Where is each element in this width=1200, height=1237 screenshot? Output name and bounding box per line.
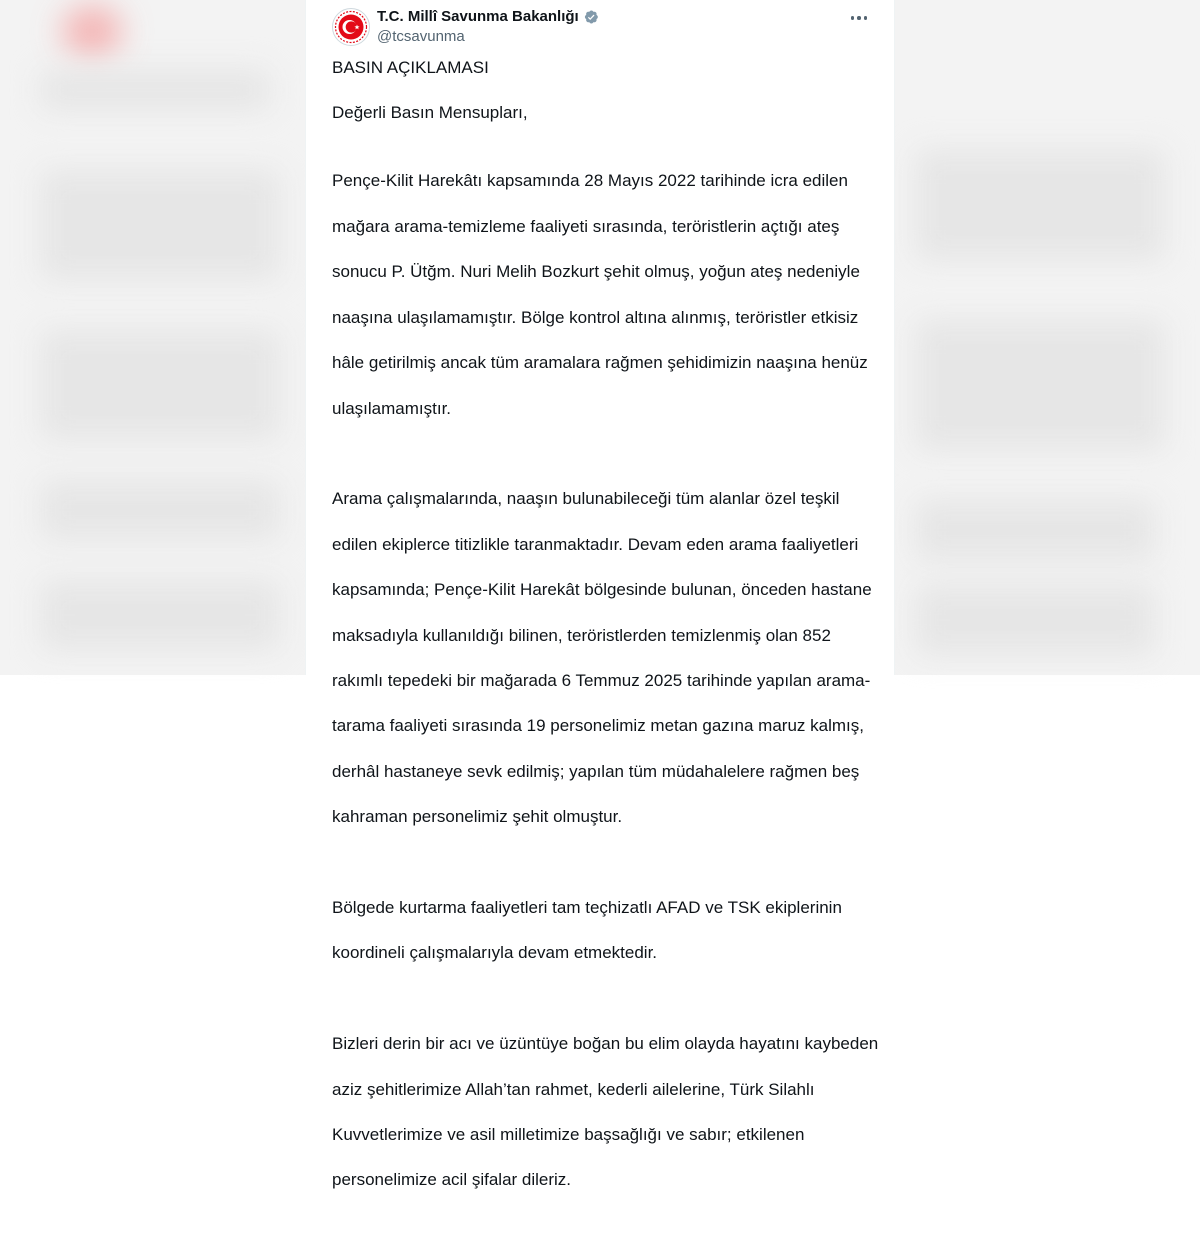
blurred-shape bbox=[40, 480, 280, 540]
tweet-title: BASIN AÇIKLAMASI bbox=[332, 58, 489, 77]
tweet-paragraph-3 bbox=[332, 874, 872, 988]
blurred-shape bbox=[915, 320, 1165, 450]
tweet-paragraph-4 bbox=[332, 1010, 879, 1214]
tweet-greeting: Değerli Basın Mensupları, bbox=[332, 103, 528, 123]
author-name[interactable]: T.C. Millî Savunma Bakanlığı bbox=[377, 8, 579, 25]
blurred-shape bbox=[40, 330, 280, 440]
blurred-background-left bbox=[0, 0, 305, 675]
tweet-card bbox=[305, 0, 895, 1190]
text-line: koordineli çalışmalarıyla devam etmektedir. bbox=[332, 943, 658, 963]
tweet-paragraph-2 bbox=[332, 466, 872, 852]
text-line: ulaşılamamıştır. bbox=[332, 398, 452, 418]
more-options-icon[interactable] bbox=[846, 8, 872, 28]
text-line: aziz şehitlerimize Allah’tan rahmet, kederli ailelerine, Türk Silahlı bbox=[332, 1079, 815, 1099]
text-line: mağara arama-temizleme faaliyeti sırasında, teröristlerin açtığı ateş bbox=[332, 216, 840, 236]
more-dot bbox=[857, 16, 861, 20]
text-line: maksadıyla kullanıldığı bilinen, teröristlerden temizlenmiş olan 852 bbox=[332, 625, 831, 645]
text-line: Pençe-Kilit Harekâtı kapsamında 28 Mayıs 2022 tarihinde icra edilen bbox=[332, 171, 848, 191]
blurred-background-right bbox=[895, 0, 1200, 675]
blurred-shape bbox=[915, 500, 1155, 560]
blurred-shape bbox=[40, 70, 270, 110]
more-dot bbox=[864, 16, 868, 20]
text-line: edilen ekiplerce titizlikle taranmaktadır. Devam eden arama faaliyetleri bbox=[332, 534, 859, 554]
blurred-shape bbox=[915, 585, 1155, 655]
author-handle[interactable]: @tcsavunma bbox=[377, 28, 465, 45]
author-name-row bbox=[377, 8, 599, 26]
blurred-shape bbox=[40, 580, 280, 650]
blurred-shape bbox=[40, 170, 280, 280]
blurred-shape bbox=[62, 6, 122, 56]
text-line: tarama faaliyeti sırasında 19 personelimiz metan gazına maruz kalmış, bbox=[332, 716, 864, 736]
text-line: kapsamında; Pençe-Kilit Harekât bölgesinde bulunan, önceden hastane bbox=[332, 580, 872, 600]
blurred-shape bbox=[915, 150, 1165, 260]
verified-badge-icon bbox=[583, 9, 599, 25]
text-line: sonucu P. Ütğm. Nuri Melih Bozkurt şehit olmuş, yoğun ateş nedeniyle bbox=[332, 262, 860, 282]
text-line: hâle getirilmiş ancak tüm aramalara rağmen şehidimizin naaşına henüz bbox=[332, 353, 868, 373]
tweet-body bbox=[332, 57, 879, 1237]
author-block bbox=[377, 8, 599, 46]
more-dot bbox=[851, 16, 855, 20]
text-line: Arama çalışmalarında, naaşın bulunabileceği tüm alanlar özel teşkil bbox=[332, 489, 840, 509]
tweet-paragraph-1 bbox=[332, 148, 872, 443]
text-line: naaşına ulaşılamamıştır. Bölge kontrol altına alınmış, teröristler etkisiz bbox=[332, 307, 859, 327]
text-line: Bizleri derin bir acı ve üzüntüye boğan bu elim olayda hayatını kaybeden bbox=[332, 1034, 879, 1054]
text-line: Bölgede kurtarma faaliyetleri tam teçhizatlı AFAD ve TSK ekiplerinin bbox=[332, 897, 842, 917]
text-line: derhâl hastaneye sevk edilmiş; yapılan tüm müdahalelere rağmen beş bbox=[332, 761, 860, 781]
text-line: Kuvvetlerimize ve asil milletimize başsağlığı ve sabır; etkilenen bbox=[332, 1124, 805, 1144]
ministry-emblem-icon bbox=[333, 9, 369, 45]
avatar[interactable] bbox=[332, 8, 370, 46]
tweet-header bbox=[332, 8, 872, 48]
text-line: kahraman personelimiz şehit olmuştur. bbox=[332, 807, 623, 827]
text-line: personelimize acil şifalar dileriz. bbox=[332, 1170, 572, 1190]
text-line: rakımlı tepedeki bir mağarada 6 Temmuz 2025 tarihinde yapılan arama- bbox=[332, 670, 871, 690]
